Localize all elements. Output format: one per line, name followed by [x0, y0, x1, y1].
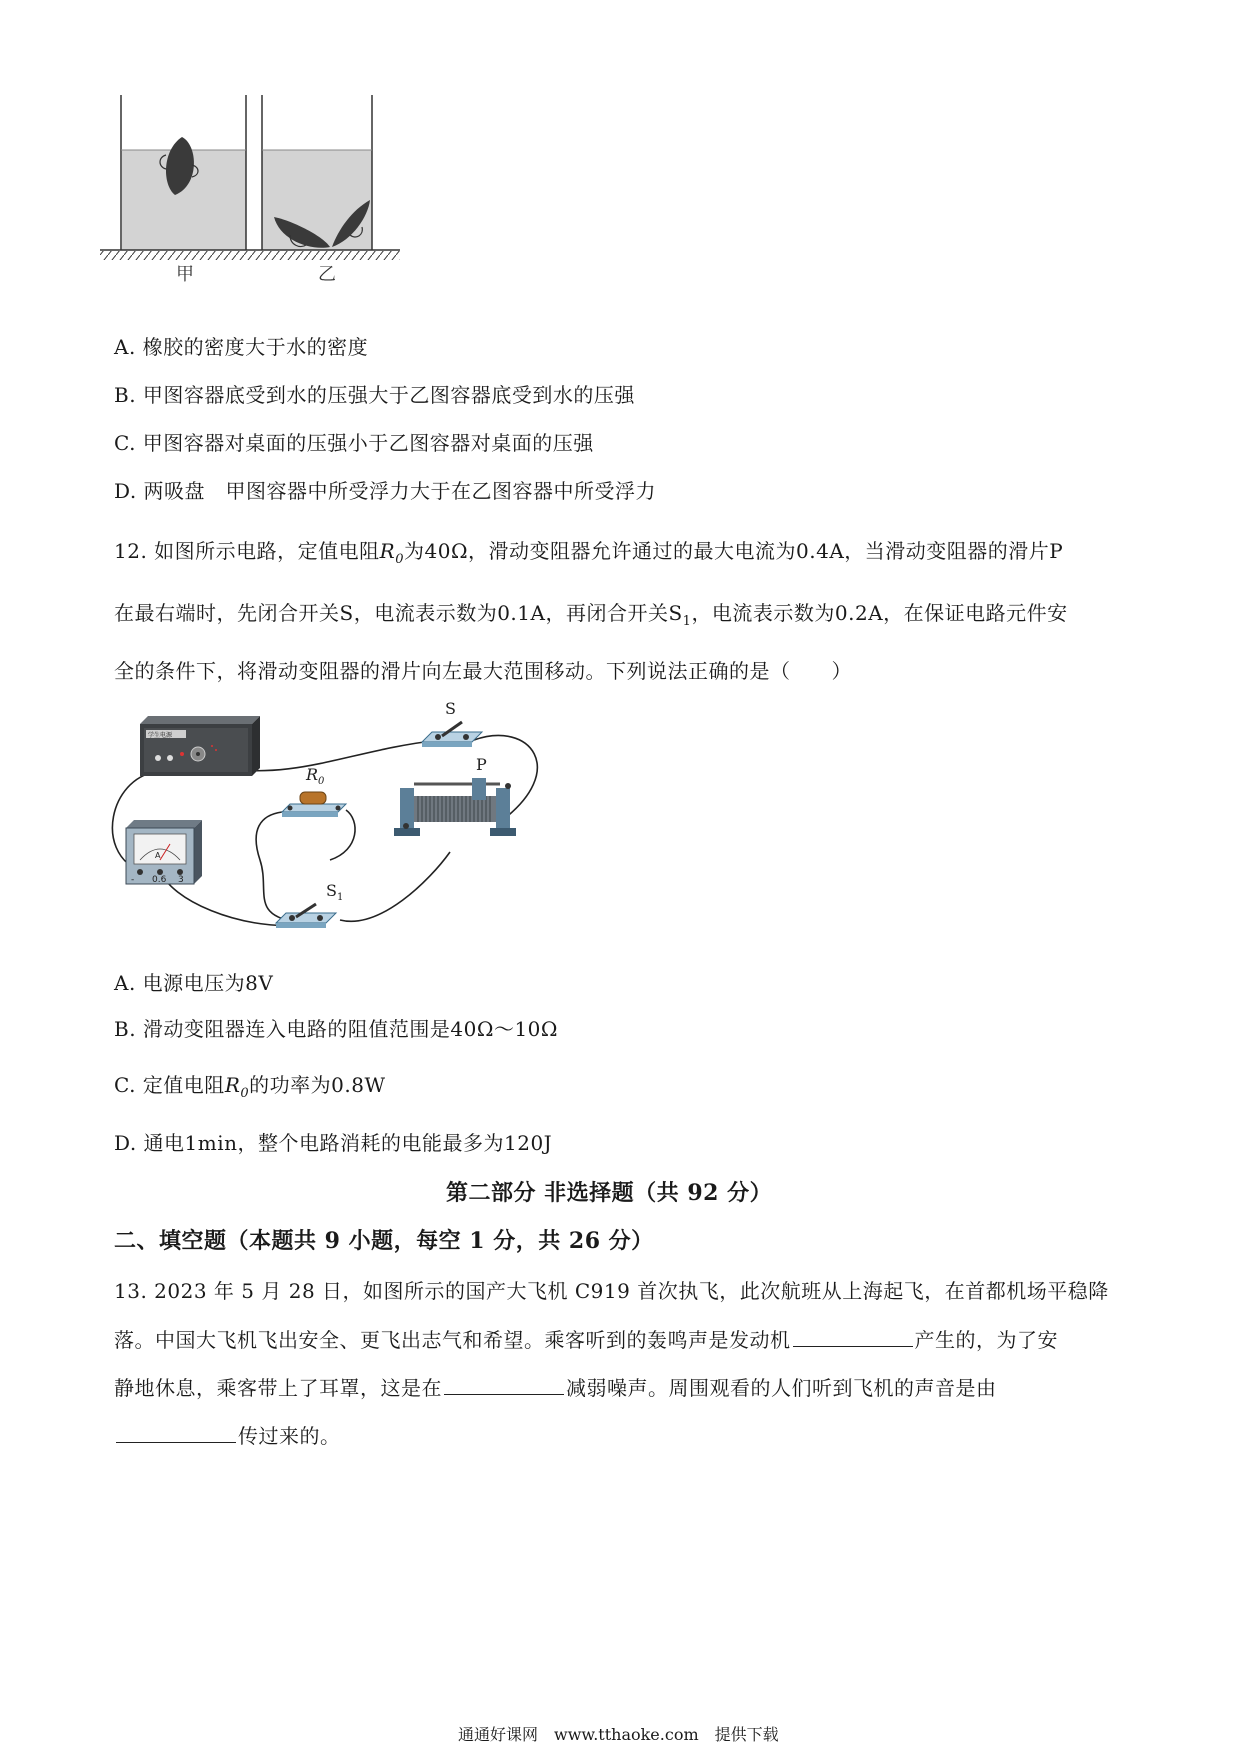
- switch-s1: [276, 881, 343, 928]
- q13-line3: 静地休息，乘客带上了耳罩，这是在 减弱噪声。周围观看的人们听到飞机的声音是由: [114, 1376, 997, 1400]
- resistor-label: $R_0$: [306, 765, 325, 787]
- answer-blank-3[interactable]: [116, 1422, 236, 1443]
- switch-s: [422, 700, 482, 747]
- svg-text:0.6: 0.6: [152, 875, 167, 885]
- slider-p-label: P: [476, 755, 487, 774]
- q13-line2: 落。中国大飞机飞出安全、更飞出志气和希望。乘客听到的轰鸣声是发动机 产生的，为了安: [114, 1328, 1058, 1352]
- beaker-label-jia: 甲: [176, 264, 194, 285]
- var-r0: $R_0$: [379, 539, 405, 567]
- ammeter: [126, 820, 202, 885]
- part2-title: 第二部分 非选择题（共 92 分）: [446, 1180, 773, 1206]
- var-s1: $S_1$: [668, 601, 692, 629]
- resistor-r0: [282, 765, 346, 817]
- q12-option-b: B. 滑动变阻器连入电路的阻值范围是40Ω～10Ω: [114, 1017, 558, 1041]
- switch-s-label: S: [445, 700, 456, 718]
- q13-line4: 传过来的。: [114, 1422, 341, 1449]
- q11-option-a: A. 橡胶的密度大于水的密度: [114, 335, 369, 359]
- q12-option-c: C. 定值电阻$R_0$的功率为0.8W: [114, 1073, 386, 1101]
- q11-option-b: B. 甲图容器底受到水的压强大于乙图容器底受到水的压强: [114, 383, 635, 407]
- ammeter-symbol: A: [155, 851, 161, 860]
- svg-text:3: 3: [178, 875, 184, 885]
- switch-s1-label: $S_1$: [326, 881, 344, 903]
- q11-option-c: C. 甲图容器对桌面的压强小于乙图容器对桌面的压强: [114, 431, 594, 455]
- circuit-figure: [100, 700, 580, 950]
- beakers-figure: [100, 95, 410, 295]
- rheostat: [394, 755, 516, 836]
- water-right: [262, 150, 372, 250]
- q12-stem-line2: 在最右端时，先闭合开关S，电流表示数为0.1A，再闭合开关$S_1$，电流表示数为0.2A，在保证电路元件安: [114, 601, 1068, 629]
- q12-option-d: D. 通电1min，整个电路消耗的电能最多为120J: [114, 1131, 553, 1155]
- q12-stem-line1: 12. 如图所示电路，定值电阻$R_0$为40Ω，滑动变阻器允许通过的最大电流为0.4A，当滑动变阻器的滑片P: [114, 539, 1064, 567]
- page-footer: 通通好课网 www.tthaoke.com 提供下载: [458, 1725, 779, 1744]
- svg-text:-: -: [131, 875, 135, 885]
- var-r0-option: $R_0$: [224, 1073, 250, 1101]
- q11-option-d: D. 两吸盘 甲图容器中所受浮力大于在乙图容器中所受浮力: [114, 479, 657, 503]
- beaker-label-yi: 乙: [318, 264, 336, 285]
- power-supply: [140, 716, 260, 776]
- svg-text:学生电源: 学生电源: [148, 732, 173, 739]
- answer-blank-1[interactable]: [793, 1326, 913, 1347]
- q12-option-a: A. 电源电压为8V: [114, 971, 274, 995]
- answer-blank-2[interactable]: [444, 1374, 564, 1395]
- q13-line1: 13. 2023 年 5 月 28 日，如图所示的国产大飞机 C919 首次执飞，此次航班从上海起飞，在首都机场平稳降: [114, 1279, 1109, 1303]
- q12-stem-line3: 全的条件下，将滑动变阻器的滑片向左最大范围移动。下列说法正确的是（ ）: [114, 659, 852, 683]
- section2-title: 二、填空题（本题共 9 小题，每空 1 分，共 26 分）: [114, 1228, 654, 1254]
